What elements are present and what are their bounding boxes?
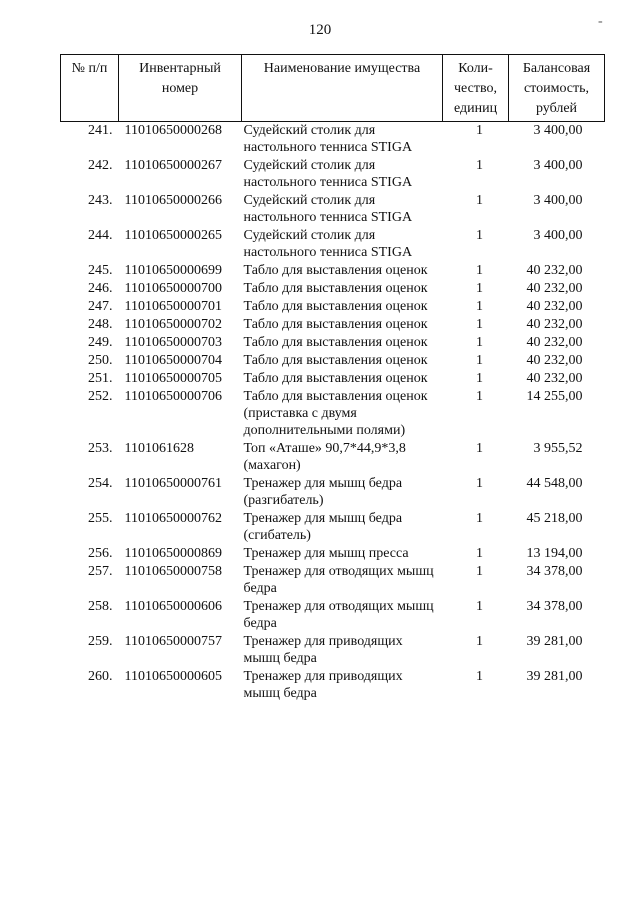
item-name: Тренажер для отводящих мышц бедра (243, 599, 434, 631)
item-name: Табло для выставления оценок (243, 335, 428, 350)
table-row (61, 298, 605, 316)
item-quantity: 1 (476, 193, 483, 208)
item-cost: 3 400,00 (533, 228, 583, 243)
item-name: Тренажер для мышц бедра (разгибатель) (243, 476, 403, 508)
item-quantity: 1 (476, 299, 483, 314)
item-quantity: 1 (476, 263, 483, 278)
item-cost: 44 548,00 (526, 476, 583, 491)
item-cost: 3 400,00 (533, 193, 583, 208)
row-number: 254. (88, 476, 113, 491)
header-code-label: Инвентарный номер (139, 61, 221, 96)
item-name: Табло для выставления оценок (243, 317, 428, 332)
inventory-code: 11010650000757 (124, 634, 222, 649)
item-quantity: 1 (476, 123, 483, 138)
item-cost: 40 232,00 (526, 317, 583, 332)
item-cost: 40 232,00 (526, 371, 583, 386)
row-number: 247. (88, 299, 113, 314)
item-cost: 34 378,00 (526, 564, 583, 579)
inventory-code: 11010650000869 (124, 546, 222, 561)
item-name: Табло для выставления оценок (приставка с двумя дополнительными полями) (243, 389, 428, 438)
inventory-code: 11010650000699 (124, 263, 222, 278)
item-name: Топ «Аташе» 90,7*44,9*3,8 (махагон) (243, 441, 406, 473)
inventory-code: 11010650000706 (124, 389, 222, 404)
item-cost: 45 218,00 (526, 511, 583, 526)
item-cost: 40 232,00 (526, 335, 583, 350)
inventory-code: 11010650000762 (124, 511, 222, 526)
item-quantity: 1 (476, 228, 483, 243)
item-quantity: 1 (476, 634, 483, 649)
row-number: 248. (88, 317, 113, 332)
table-row (61, 157, 605, 192)
item-cost: 3 400,00 (533, 123, 583, 138)
item-quantity: 1 (476, 476, 483, 491)
row-number: 258. (88, 599, 113, 614)
row-number: 241. (88, 123, 113, 138)
item-quantity: 1 (476, 511, 483, 526)
item-name: Табло для выставления оценок (243, 263, 428, 278)
inventory-code: 11010650000703 (124, 335, 222, 350)
item-name: Тренажер для мышц пресса (243, 546, 409, 561)
item-quantity: 1 (476, 441, 483, 456)
inventory-code: 11010650000700 (124, 281, 222, 296)
item-quantity: 1 (476, 564, 483, 579)
inventory-code: 1101061628 (124, 441, 194, 456)
item-name: Тренажер для приводящих мышц бедра (243, 669, 403, 701)
item-name: Судейский столик для настольного тенниса STIGA (243, 158, 413, 190)
table-row (61, 334, 605, 352)
row-number: 252. (88, 389, 113, 404)
inventory-code: 11010650000758 (124, 564, 222, 579)
item-cost: 3 955,52 (533, 441, 583, 456)
table-row (61, 316, 605, 334)
row-number: 243. (88, 193, 113, 208)
inventory-code: 11010650000605 (124, 669, 222, 684)
item-cost: 34 378,00 (526, 599, 583, 614)
item-name: Табло для выставления оценок (243, 353, 428, 368)
item-cost: 40 232,00 (526, 299, 583, 314)
item-name: Табло для выставления оценок (243, 281, 428, 296)
row-number: 257. (88, 564, 113, 579)
item-name: Судейский столик для настольного тенниса STIGA (243, 123, 413, 155)
inventory-code: 11010650000761 (124, 476, 222, 491)
row-number: 251. (88, 371, 113, 386)
inventory-code: 11010650000267 (124, 158, 222, 173)
corner-mark: - (598, 14, 603, 29)
item-quantity: 1 (476, 353, 483, 368)
header-row (61, 55, 605, 122)
row-number: 249. (88, 335, 113, 350)
header-name (242, 55, 443, 122)
item-cost: 13 194,00 (526, 546, 583, 561)
table-row (61, 475, 605, 510)
row-number: 253. (88, 441, 113, 456)
inventory-code: 11010650000606 (124, 599, 222, 614)
item-quantity: 1 (476, 599, 483, 614)
inventory-code: 11010650000702 (124, 317, 222, 332)
inventory-code: 11010650000265 (124, 228, 222, 243)
row-number: 256. (88, 546, 113, 561)
table-row (61, 510, 605, 545)
table-row (61, 563, 605, 598)
page-number: 120 (308, 22, 332, 38)
item-cost: 14 255,00 (526, 389, 583, 404)
table-row (61, 668, 605, 703)
inventory-code: 11010650000704 (124, 353, 222, 368)
row-number: 260. (88, 669, 113, 684)
header-code (119, 55, 242, 122)
inventory-code: 11010650000705 (124, 371, 222, 386)
item-name: Судейский столик для настольного тенниса STIGA (243, 228, 413, 260)
table-row (61, 262, 605, 280)
row-number: 242. (88, 158, 113, 173)
header-qty-label: Коли-чество, единиц (453, 61, 498, 116)
table-row (61, 122, 605, 158)
row-number: 250. (88, 353, 113, 368)
row-number: 245. (88, 263, 113, 278)
inventory-code: 11010650000701 (124, 299, 222, 314)
item-cost: 40 232,00 (526, 281, 583, 296)
header-cost-label: Балансовая стоимость, рублей (522, 61, 591, 116)
item-name: Тренажер для отводящих мышц бедра (243, 564, 434, 596)
table-row (61, 633, 605, 668)
row-number: 244. (88, 228, 113, 243)
header-qty (443, 55, 509, 122)
item-name: Тренажер для мышц бедра (сгибатель) (243, 511, 403, 543)
header-cost (509, 55, 605, 122)
table-row (61, 440, 605, 475)
item-cost: 3 400,00 (533, 158, 583, 173)
row-number: 259. (88, 634, 113, 649)
item-cost: 40 232,00 (526, 263, 583, 278)
header-name-label: Наименование имущества (263, 61, 421, 76)
item-quantity: 1 (476, 546, 483, 561)
inventory-code: 11010650000266 (124, 193, 222, 208)
table-row (61, 388, 605, 440)
item-cost: 39 281,00 (526, 669, 583, 684)
inventory-code: 11010650000268 (124, 123, 222, 138)
table-row (61, 352, 605, 370)
header-num (61, 55, 119, 122)
inventory-table (60, 54, 605, 703)
item-quantity: 1 (476, 158, 483, 173)
row-number: 255. (88, 511, 113, 526)
item-name: Табло для выставления оценок (243, 299, 428, 314)
table-row (61, 545, 605, 563)
table-row (61, 192, 605, 227)
item-cost: 39 281,00 (526, 634, 583, 649)
item-name: Табло для выставления оценок (243, 371, 428, 386)
item-cost: 40 232,00 (526, 353, 583, 368)
row-number: 246. (88, 281, 113, 296)
item-quantity: 1 (476, 371, 483, 386)
header-num-label: № п/п (71, 61, 108, 76)
table-body (61, 122, 605, 704)
table-row (61, 370, 605, 388)
table-row (61, 227, 605, 262)
item-name: Судейский столик для настольного тенниса STIGA (243, 193, 413, 225)
item-quantity: 1 (476, 281, 483, 296)
table-row (61, 280, 605, 298)
table-row (61, 598, 605, 633)
item-quantity: 1 (476, 669, 483, 684)
item-quantity: 1 (476, 389, 483, 404)
item-quantity: 1 (476, 317, 483, 332)
item-name: Тренажер для приводящих мышц бедра (243, 634, 403, 666)
table-header (61, 55, 605, 122)
item-quantity: 1 (476, 335, 483, 350)
